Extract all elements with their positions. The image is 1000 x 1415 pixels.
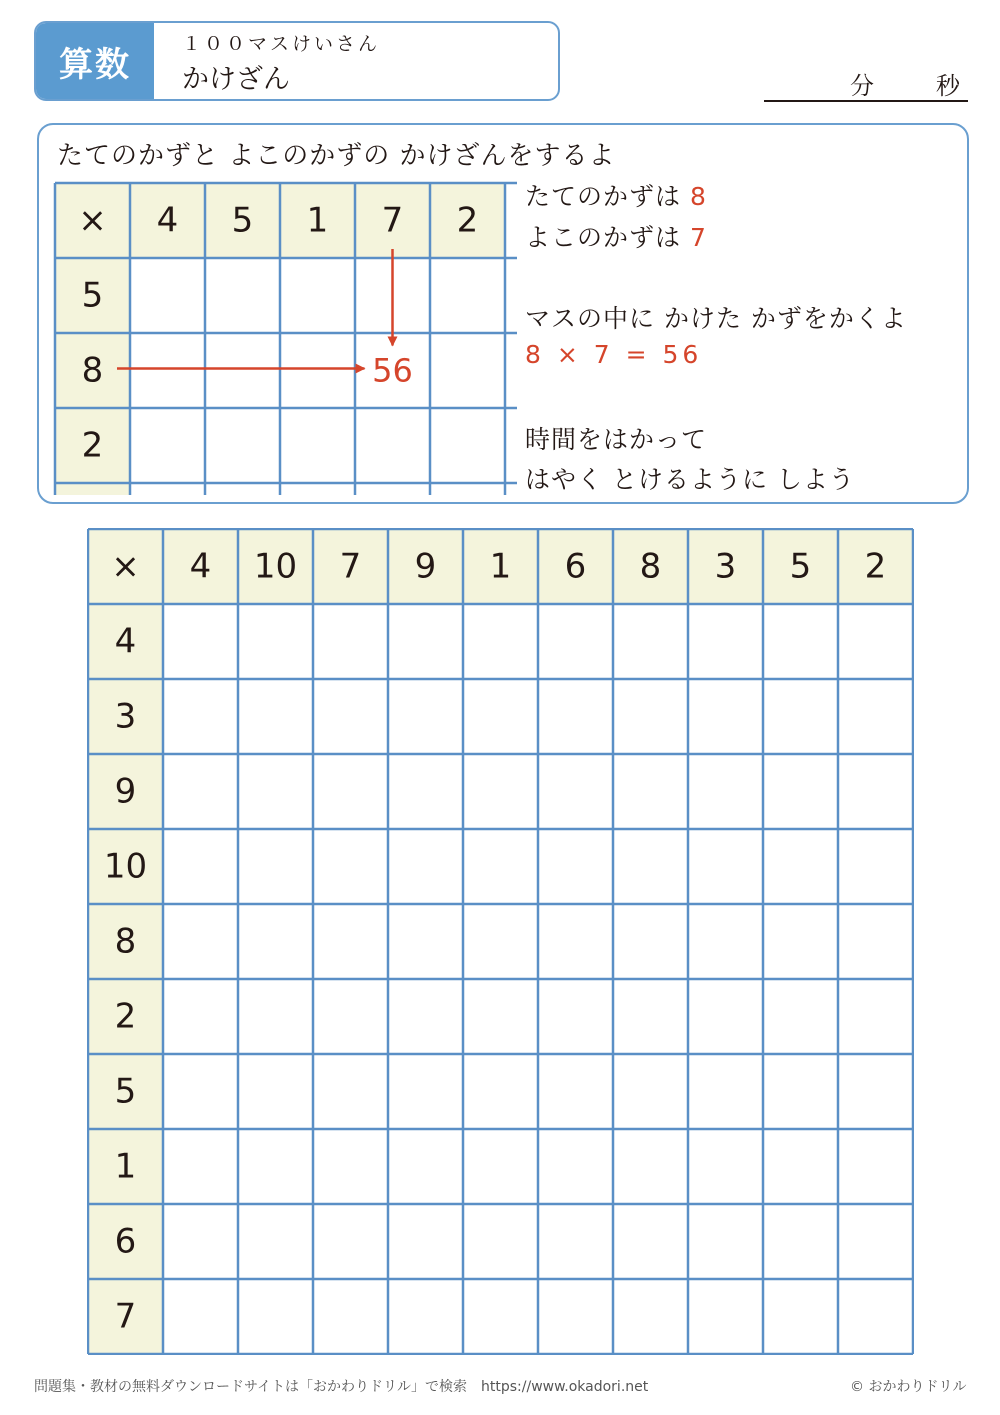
answer-cell[interactable] (538, 679, 613, 754)
answer-cell[interactable] (163, 604, 238, 679)
answer-cell[interactable] (463, 679, 538, 754)
answer-cell[interactable] (388, 754, 463, 829)
answer-cell[interactable] (763, 679, 838, 754)
answer-cell[interactable] (838, 679, 913, 754)
answer-cell[interactable] (763, 1279, 838, 1354)
answer-cell[interactable] (463, 979, 538, 1054)
answer-cell[interactable] (763, 604, 838, 679)
answer-cell[interactable] (538, 979, 613, 1054)
answer-cell[interactable] (313, 829, 388, 904)
answer-cell[interactable] (688, 604, 763, 679)
answer-cell[interactable] (538, 1204, 613, 1279)
answer-cell[interactable] (838, 1204, 913, 1279)
answer-cell[interactable] (688, 1129, 763, 1204)
answer-cell[interactable] (613, 829, 688, 904)
answer-cell[interactable] (388, 604, 463, 679)
example-top-number: 4 (156, 200, 179, 241)
example-left-number: 2 (81, 425, 104, 466)
top-number: 10 (253, 546, 298, 587)
answer-cell[interactable] (388, 1204, 463, 1279)
vertical-label: たてのかずは (525, 182, 682, 211)
answer-cell[interactable] (613, 1204, 688, 1279)
answer-cell[interactable] (613, 754, 688, 829)
example-equation: 8 × 7 = 56 (525, 340, 703, 369)
answer-cell[interactable] (838, 1279, 913, 1354)
answer-cell[interactable] (763, 1204, 838, 1279)
answer-cell[interactable] (238, 679, 313, 754)
example-left-number: 5 (81, 275, 104, 316)
answer-cell[interactable] (763, 754, 838, 829)
answer-cell[interactable] (163, 1279, 238, 1354)
answer-cell[interactable] (688, 979, 763, 1054)
left-number: 8 (114, 921, 137, 962)
answer-cell[interactable] (613, 679, 688, 754)
instruction-text: マスの中に かけた かずをかくよ (525, 304, 907, 333)
answer-cell[interactable] (463, 1279, 538, 1354)
page-title: かけざん (182, 64, 290, 95)
answer-cell[interactable] (538, 829, 613, 904)
answer-cell[interactable] (238, 754, 313, 829)
title-box (34, 21, 560, 101)
horizontal-explanation (525, 218, 707, 254)
answer-cell[interactable] (688, 1204, 763, 1279)
left-number: 6 (114, 1221, 137, 1262)
time-seconds-label: 秒 (936, 72, 960, 100)
horizontal-label: よこのかずは (525, 223, 682, 252)
subtitle: １００マスけいさん (182, 33, 381, 55)
answer-cell[interactable] (313, 1279, 388, 1354)
vertical-value: 8 (689, 182, 707, 211)
answer-cell[interactable] (313, 679, 388, 754)
answer-cell[interactable] (163, 1204, 238, 1279)
top-number: 3 (714, 546, 737, 587)
answer-cell[interactable] (463, 1054, 538, 1129)
answer-cell[interactable] (538, 1279, 613, 1354)
answer-cell[interactable] (763, 979, 838, 1054)
answer-cell[interactable] (388, 829, 463, 904)
answer-cell[interactable] (163, 1054, 238, 1129)
example-top-number: 2 (456, 200, 479, 241)
left-number: 2 (114, 996, 137, 1037)
answer-cell[interactable] (313, 604, 388, 679)
multiplication-grid (87, 528, 914, 1355)
example-top-number: 1 (306, 200, 329, 241)
top-number: 9 (414, 546, 437, 587)
corner-times-sign: × (111, 546, 140, 587)
answer-cell[interactable] (163, 679, 238, 754)
tip-line-1: 時間をはかって (525, 425, 708, 454)
horizontal-value: 7 (689, 223, 707, 252)
answer-cell[interactable] (838, 979, 913, 1054)
answer-cell[interactable] (238, 604, 313, 679)
answer-cell[interactable] (763, 829, 838, 904)
answer-cell[interactable] (163, 904, 238, 979)
answer-cell[interactable] (313, 754, 388, 829)
answer-cell[interactable] (688, 754, 763, 829)
top-number: 5 (789, 546, 812, 587)
answer-cell[interactable] (838, 1129, 913, 1204)
answer-cell[interactable] (538, 1129, 613, 1204)
answer-cell[interactable] (688, 1054, 763, 1129)
time-entry-line[interactable] (764, 100, 968, 102)
answer-cell[interactable] (313, 1054, 388, 1129)
example-corner-times-sign: × (78, 200, 107, 241)
left-number: 3 (114, 696, 137, 737)
answer-cell[interactable] (613, 1279, 688, 1354)
example-left-number: 8 (81, 350, 104, 391)
answer-cell[interactable] (463, 904, 538, 979)
example-intro: たてのかずと よこのかずの かけざんをするよ (57, 141, 616, 171)
example-top-number: 7 (381, 200, 404, 241)
top-number: 4 (189, 546, 212, 587)
answer-cell[interactable] (163, 979, 238, 1054)
answer-cell[interactable] (538, 754, 613, 829)
answer-cell[interactable] (388, 904, 463, 979)
top-number: 6 (564, 546, 587, 587)
footer-site-note: 問題集・教材の無料ダウンロードサイトは「おかわりドリル」で検索 https://www.okadori.net (34, 1379, 649, 1395)
answer-cell[interactable] (538, 1054, 613, 1129)
answer-cell[interactable] (388, 679, 463, 754)
answer-cell[interactable] (388, 1279, 463, 1354)
answer-cell[interactable] (463, 604, 538, 679)
answer-cell[interactable] (463, 1129, 538, 1204)
answer-cell[interactable] (838, 904, 913, 979)
answer-cell[interactable] (313, 904, 388, 979)
answer-cell[interactable] (238, 1054, 313, 1129)
answer-cell[interactable] (238, 979, 313, 1054)
answer-cell[interactable] (463, 829, 538, 904)
answer-cell[interactable] (388, 1129, 463, 1204)
left-number: 4 (114, 621, 137, 662)
answer-cell[interactable] (613, 1054, 688, 1129)
left-number: 9 (114, 771, 137, 812)
answer-cell[interactable] (838, 829, 913, 904)
answer-cell[interactable] (688, 679, 763, 754)
top-number: 7 (339, 546, 362, 587)
answer-cell[interactable] (463, 1204, 538, 1279)
tip-line-2: はやく とけるように しよう (525, 465, 855, 494)
answer-cell[interactable] (463, 754, 538, 829)
answer-cell[interactable] (838, 754, 913, 829)
answer-cell[interactable] (388, 979, 463, 1054)
answer-cell[interactable] (388, 1054, 463, 1129)
answer-cell[interactable] (763, 1129, 838, 1204)
left-number: 1 (114, 1146, 137, 1187)
answer-cell[interactable] (538, 604, 613, 679)
answer-cell[interactable] (238, 1279, 313, 1354)
answer-cell[interactable] (313, 1129, 388, 1204)
answer-cell[interactable] (613, 979, 688, 1054)
answer-cell[interactable] (163, 1129, 238, 1204)
top-number: 8 (639, 546, 662, 587)
answer-cell[interactable] (163, 754, 238, 829)
answer-cell[interactable] (613, 904, 688, 979)
answer-cell[interactable] (688, 1279, 763, 1354)
answer-cell[interactable] (763, 904, 838, 979)
answer-cell[interactable] (538, 904, 613, 979)
answer-cell[interactable] (313, 1204, 388, 1279)
answer-cell[interactable] (613, 604, 688, 679)
answer-cell[interactable] (688, 904, 763, 979)
answer-cell[interactable] (688, 829, 763, 904)
answer-cell[interactable] (238, 829, 313, 904)
vertical-explanation (525, 177, 707, 213)
left-number: 5 (114, 1071, 137, 1112)
top-number: 1 (489, 546, 512, 587)
answer-cell[interactable] (838, 1054, 913, 1129)
answer-cell[interactable] (163, 829, 238, 904)
time-minutes-label: 分 (850, 72, 874, 100)
answer-cell[interactable] (238, 1129, 313, 1204)
answer-cell[interactable] (238, 1204, 313, 1279)
answer-cell[interactable] (838, 604, 913, 679)
example-box (37, 123, 969, 504)
subject-badge: 算数 (36, 23, 154, 99)
left-number: 7 (114, 1296, 137, 1337)
answer-cell[interactable] (763, 1054, 838, 1129)
example-top-number: 5 (231, 200, 254, 241)
footer-copyright: © おかわりドリル (850, 1379, 967, 1395)
answer-cell[interactable] (238, 904, 313, 979)
example-answer: 56 (372, 351, 413, 390)
answer-cell[interactable] (313, 979, 388, 1054)
left-number: 10 (103, 846, 148, 887)
answer-cell[interactable] (613, 1129, 688, 1204)
top-number: 2 (864, 546, 887, 587)
